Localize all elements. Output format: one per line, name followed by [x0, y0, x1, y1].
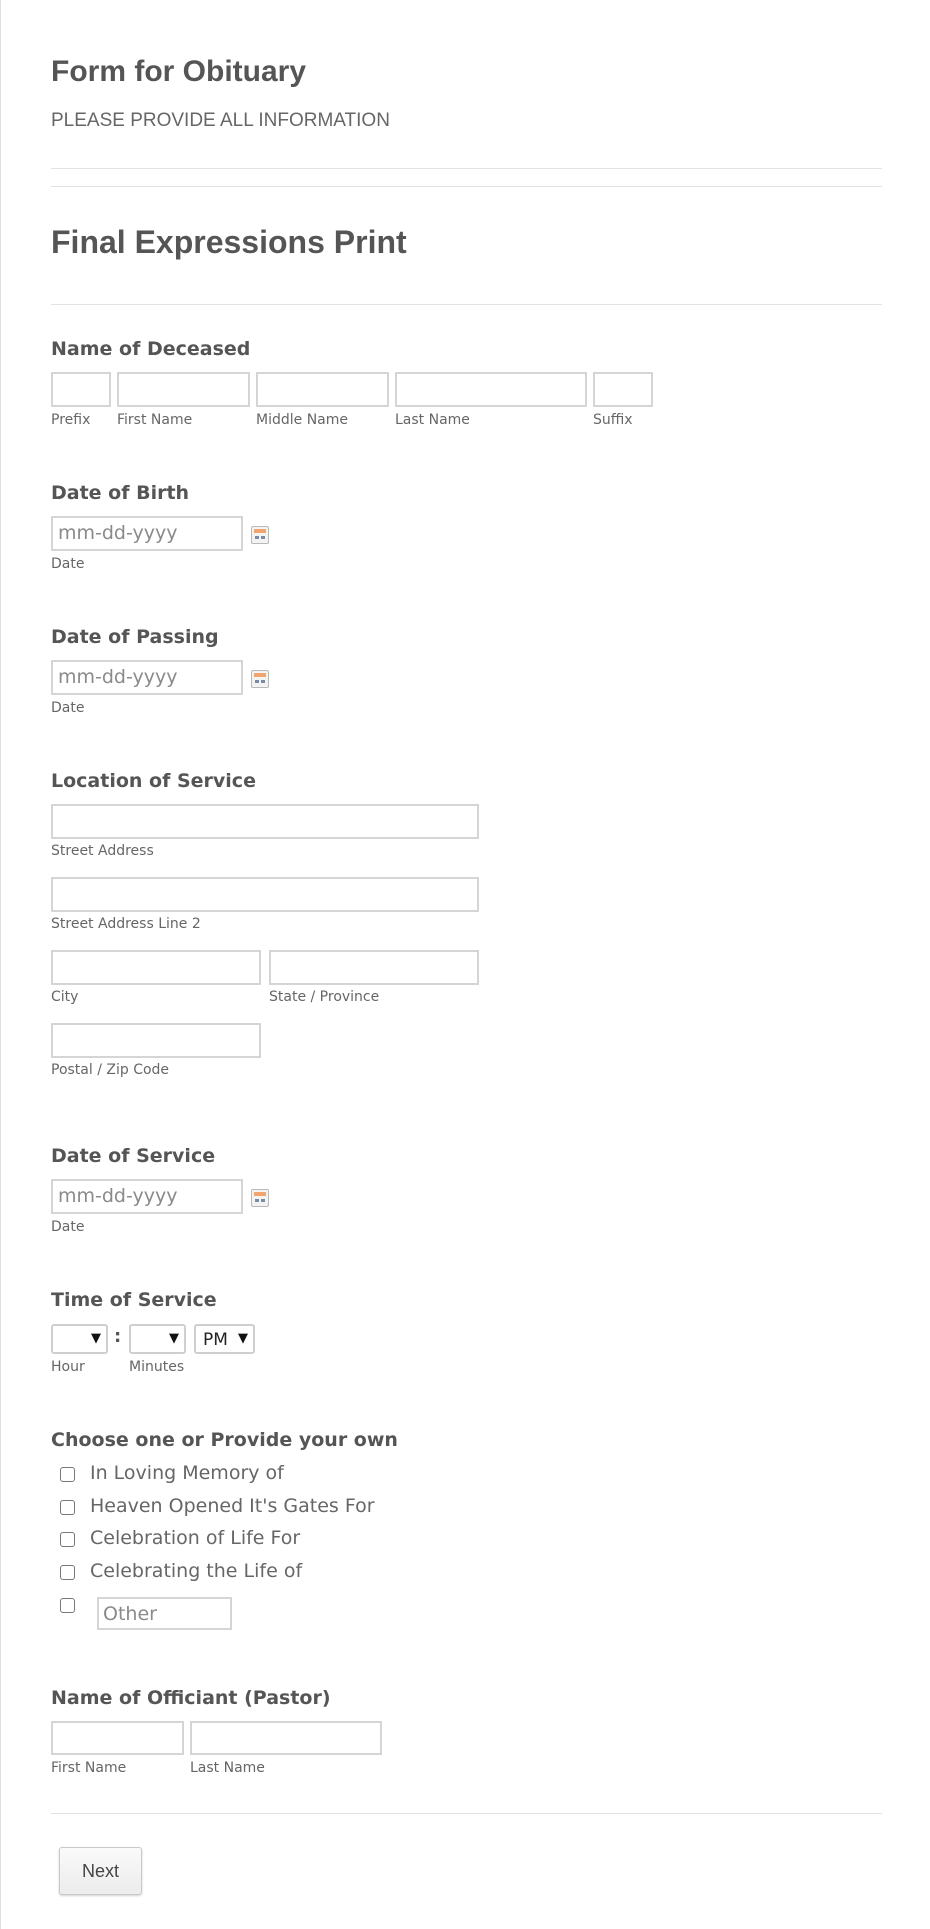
next-button[interactable]: Next	[59, 1847, 142, 1895]
date-sublabel: Date	[51, 700, 85, 716]
option-checkbox[interactable]	[60, 1467, 75, 1482]
suffix-input[interactable]	[593, 372, 653, 407]
date-sublabel: Date	[51, 1219, 85, 1235]
suffix-sublabel: Suffix	[593, 412, 633, 428]
middle-name-input[interactable]	[256, 372, 389, 407]
last-name-sublabel: Last Name	[395, 412, 470, 428]
date-of-service-input[interactable]: mm-dd-yyyy	[51, 1179, 243, 1214]
ampm-select[interactable]	[194, 1324, 255, 1354]
minutes-sublabel: Minutes	[129, 1359, 185, 1375]
divider	[51, 186, 882, 187]
divider	[51, 168, 882, 169]
option-label: Heaven Opened It's Gates For	[90, 1495, 375, 1517]
state-province-input[interactable]	[269, 950, 479, 985]
calendar-icon[interactable]	[251, 1189, 269, 1207]
street-address-sublabel: Street Address	[51, 843, 154, 859]
hour-select[interactable]	[51, 1324, 108, 1354]
date-of-passing-label: Date of Passing	[51, 626, 219, 648]
date-of-birth-input[interactable]: mm-dd-yyyy	[51, 516, 243, 551]
prefix-input[interactable]	[51, 372, 111, 407]
date-of-birth-label: Date of Birth	[51, 482, 190, 504]
minutes-select[interactable]	[129, 1324, 186, 1354]
chevron-down-icon: ▼	[91, 1331, 101, 1346]
option-label: In Loving Memory of	[90, 1462, 284, 1484]
last-name-sublabel: Last Name	[190, 1760, 265, 1776]
officiant-first-name-input[interactable]	[51, 1721, 184, 1755]
postal-zip-sublabel: Postal / Zip Code	[51, 1062, 170, 1078]
officiant-last-name-input[interactable]	[190, 1721, 382, 1755]
other-input[interactable]: Other	[97, 1597, 232, 1630]
last-name-input[interactable]	[395, 372, 587, 407]
first-name-input[interactable]	[117, 372, 250, 407]
postal-zip-input[interactable]	[51, 1023, 261, 1058]
middle-name-sublabel: Middle Name	[256, 412, 348, 428]
calendar-icon[interactable]	[251, 670, 269, 688]
street-address-line2-input[interactable]	[51, 877, 479, 912]
time-of-service-label: Time of Service	[51, 1289, 217, 1311]
name-of-deceased-label: Name of Deceased	[51, 338, 251, 360]
divider	[51, 304, 882, 305]
city-sublabel: City	[51, 989, 79, 1005]
form-title: Form for Obituary	[51, 55, 307, 88]
first-name-sublabel: First Name	[117, 412, 193, 428]
city-input[interactable]	[51, 950, 261, 985]
street-address-input[interactable]	[51, 804, 479, 839]
option-checkbox[interactable]	[60, 1532, 75, 1547]
option-label: Celebration of Life For	[90, 1527, 301, 1549]
option-checkbox[interactable]	[60, 1500, 75, 1515]
state-province-sublabel: State / Province	[269, 989, 380, 1005]
chevron-down-icon: ▼	[238, 1331, 248, 1346]
officiant-label: Name of Officiant (Pastor)	[51, 1687, 331, 1709]
section-title: Final Expressions Print	[51, 224, 407, 260]
date-of-service-label: Date of Service	[51, 1145, 216, 1167]
ampm-select-value: PM	[203, 1330, 228, 1350]
choose-one-label: Choose one or Provide your own	[51, 1429, 398, 1451]
date-of-passing-input[interactable]: mm-dd-yyyy	[51, 660, 243, 695]
option-checkbox[interactable]	[60, 1565, 75, 1580]
time-separator: :	[114, 1326, 122, 1347]
location-of-service-label: Location of Service	[51, 770, 256, 792]
hour-sublabel: Hour	[51, 1359, 85, 1375]
other-checkbox[interactable]	[60, 1598, 75, 1613]
street-address-line2-sublabel: Street Address Line 2	[51, 916, 201, 932]
first-name-sublabel: First Name	[51, 1760, 127, 1776]
form-subtitle: PLEASE PROVIDE ALL INFORMATION	[51, 110, 390, 131]
calendar-icon[interactable]	[251, 526, 269, 544]
prefix-sublabel: Prefix	[51, 412, 91, 428]
divider	[51, 1813, 882, 1814]
date-sublabel: Date	[51, 556, 85, 572]
chevron-down-icon: ▼	[169, 1331, 179, 1346]
option-label: Celebrating the Life of	[90, 1560, 303, 1582]
